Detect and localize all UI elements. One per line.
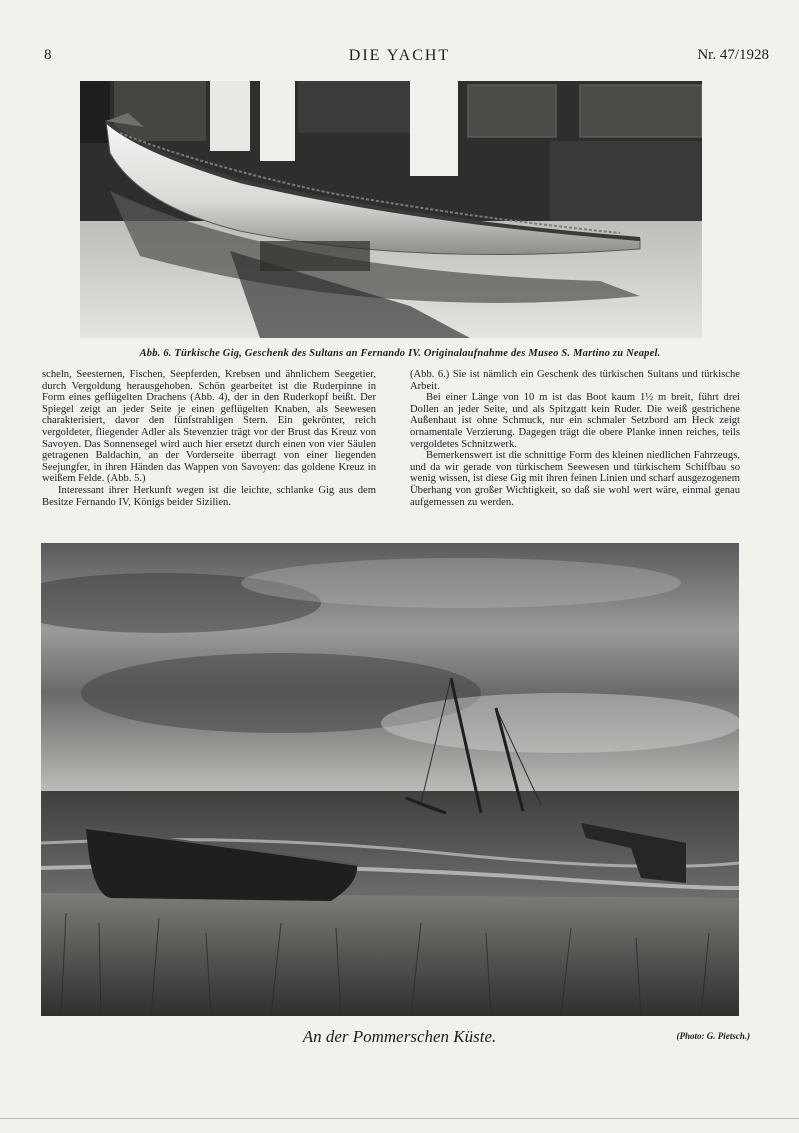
photo-turkish-gig [80,81,702,338]
figure-caption: Abb. 6. Türkische Gig, Geschenk des Sultans an Fernando IV. Originalaufnahme des Museo S. Martino zu Neapel. [139,348,661,359]
text-column-left [42,369,376,508]
paragraph: Bemerkenswert ist die schnittige Form des kleinen niedlichen Fahrzeugs, und da wir gerade von türkischem Seewesen und türkischem Schiffbau so wenig wissen, ist diese Gig mit ihren feinen Linien und scharf ausgezogenem Überhang von großer Wichtigkeit, so daß sie wohl wert wäre, einmal genau aufgemessen zu werden. [410,450,740,508]
photo-credit: (Photo: G. Pietsch.) [676,1031,750,1041]
photo-caption: An der Pommerschen Küste. [302,1027,497,1046]
paragraph: scheln, Seesternen, Fischen, Seepferden, Krebsen und ähnlichem Seegetier, durch Vergoldung herausgehoben. Schön gearbeitet ist die Ruderpinne in Form eines geflügelten Drachens (Abb. 4), der in den Ruderkopf beißt. Der Spiegel zeigt an jeder Seite je einen geflügelten Knaben, als Seewesen charakterisiert, davor den fünfstrahligen Stern. Ein gekrönter, reich vergoldeter, fliegender Adler als Stevenzier trägt vor der Brust das Kreuz von Savoyen. Das Sonnensegel wird auch hier ersetzt durch einen von vier Säulen getragenen Baldachin, an der Vorderseite überragt von einer liegenden Seejungfer, in ihren Händen das Wappen von Savoyen: das goldene Kreuz in weißem Felde. (Abb. 5.) [42,369,376,485]
page-bottom-rule [0,1118,799,1119]
photo-pomeranian-coast [41,543,739,1016]
paragraph: Interessant ihrer Herkunft wegen ist die leichte, schlanke Gig aus dem Besitze Fernando IV, Königs beider Sizilien. [42,484,376,508]
issue-number: Nr. 47/1928 [697,47,769,63]
page-number: 8 [44,47,52,63]
journal-title: DIE YACHT [348,47,451,64]
paragraph: (Abb. 6.) Sie ist nämlich ein Geschenk des türkischen Sultans und türkische Arbeit. [410,369,740,392]
text-column-right [410,369,740,508]
paragraph: Bei einer Länge von 10 m ist das Boot kaum 1½ m breit, führt drei Dollen an jeder Seite, und als Spitzgatt kein Ruder. Die weiß gestrichene Außenhaut ist ohne Schmuck, nur ein schmaler Setzbord am Heck zeigt ornamentale Verzierung. Dagegen trägt die obere Planke innen reiches, teils vergoldetes Schnitzwerk. [410,392,740,450]
